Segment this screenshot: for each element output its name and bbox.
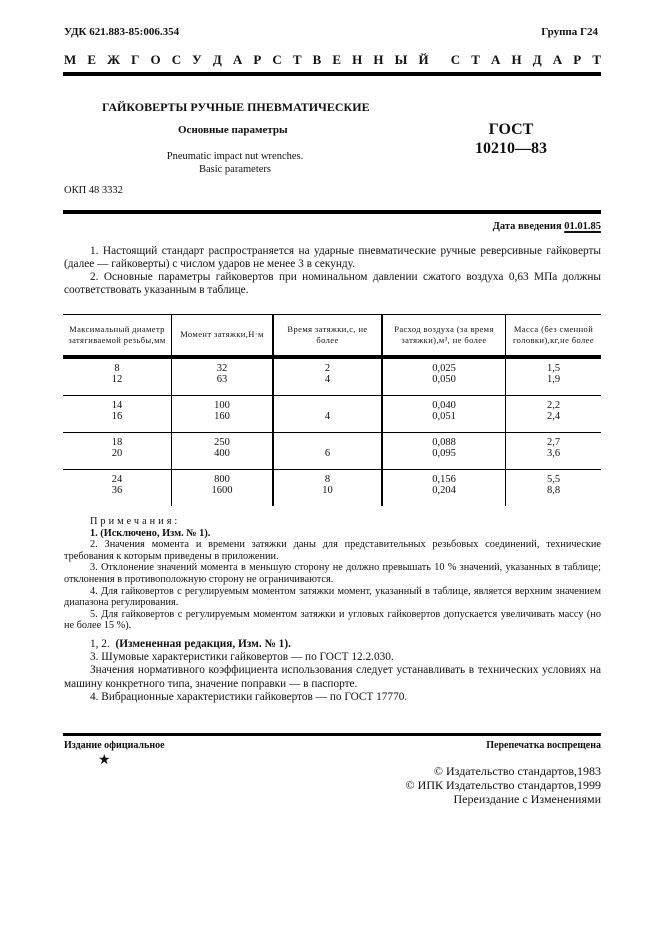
banner-letter: О [150,52,161,67]
official-edition: Издание официальное [64,740,165,751]
cell-value: 2,7 [546,437,561,448]
cell-value: 10 [322,485,333,496]
clause-1: 1. Настоящий стандарт распространяется на ударные пневматические ручные реверсивные гайковерты (далее — гайковерты) с числом ударов не менее 3 в секунду. [64,245,601,271]
table-cell [382,470,506,507]
table-cell [273,470,382,507]
copyright-block [406,764,601,806]
table-cell [63,470,172,507]
note-3: 3. Отклонение значений момента в меньшую сторону не должно превышать 10 % значений, указанных в таблице; отклонения в противоположную сторону не ограничиваются. [64,562,601,585]
banner-letter: А [491,52,501,67]
cell-value: 1600 [211,485,233,496]
cell-value: 0,051 [432,411,456,422]
cell-value: 8 [324,474,331,485]
cell-value: 0,156 [432,474,456,485]
table-row [63,470,601,507]
cell-value: 0,204 [432,485,456,496]
cell-value [276,400,379,411]
table-row [63,433,601,470]
cell-value: 2,2 [546,400,561,411]
title-block-rule [63,210,601,214]
clause-3-noise: 3. Шумовые характеристики гайковертов — по ГОСТ 12.2.030. [90,651,394,664]
note-4: 4. Для гайковертов с регулируемым моментом затяжки момент, указанный в таблице, является верхним значением диапазона регулирования. [64,585,601,609]
note-1: 1. (Исключено, Изм. № 1). [90,527,211,539]
cell-value: 2 [324,363,331,374]
reissue-note: Переиздание с Изменениями [453,792,601,806]
notes [64,516,601,632]
banner-letter: Р [253,52,262,67]
cell-value: 32 [216,363,228,374]
clause-3-coefficient: Значения нормативного коэффициента использования следует устанавливать в технических условиях на машину конкретного типа, значение поправки — в паспорте. [64,664,601,690]
table-cell [382,357,506,396]
cell-value: 16 [111,411,123,422]
cell-value: 400 [214,448,230,459]
banner-letter: С [171,52,182,67]
document-subtitle: Основные параметры [178,124,288,136]
banner-letter: У [192,52,202,67]
cell-value: 5,5 [546,474,561,485]
table-cell [63,433,172,470]
star-icon: ★ [98,753,111,768]
header-thread-diameter: Максимальный диаметр затягиваемой резьбы,мм [63,315,172,358]
effective-date-value: 01.01.85 [564,221,601,232]
cell-value: 4 [324,411,331,422]
cell-value: 4 [324,374,331,385]
banner-letter: М [64,52,77,67]
cell-value [276,437,379,448]
effective-date [493,221,601,232]
banner-letter: Т [471,52,480,67]
amendments [64,638,601,704]
cell-value: 250 [214,437,230,448]
note-5: 5. Для гайковертов с регулируемым моментом затяжки и угловых гайковертов допускается увеличивать массу (но не более 15 %). [64,608,601,632]
english-title [120,150,350,176]
table-cell [382,433,506,470]
table-cell [172,396,274,433]
cell-value: 100 [214,400,230,411]
banner-letter: А [552,52,563,67]
table-cell [172,357,274,396]
table-cell [506,470,602,507]
table-cell [273,357,382,396]
parameters-table [63,314,601,506]
banner-letter: Н [373,52,384,67]
clause-2: 2. Основные параметры гайковертов при номинальном давлении сжатого воздуха 0,63 МПа должны соответствовать указанным в таблице. [64,271,601,297]
cell-value: 8,8 [546,485,561,496]
table-cell [382,396,506,433]
banner-letter: Ж [107,52,120,67]
notes-heading: Примечания: [90,516,181,527]
table-cell [63,396,172,433]
banner-letter: Н [511,52,522,67]
banner-letter: Д [532,52,542,67]
table-cell [172,470,274,507]
cell-value: 12 [111,374,123,385]
english-title-line-2: Basic parameters [198,164,271,175]
banner-letter: Н [352,52,363,67]
banner-letter: В [312,52,322,67]
table-cell [273,433,382,470]
english-title-line-1: Pneumatic impact nut wrenches. [166,151,304,162]
cell-value: 0,040 [432,400,456,411]
cell-value: 14 [111,400,123,411]
gost-label: ГОСТ [488,121,534,138]
cell-value: 2,4 [546,411,561,422]
copyright-1983: © Издательство стандартов,1983 [433,764,601,778]
table-cell [506,396,602,433]
banner-letter: Й [418,52,429,67]
banner-letter: Д [212,52,222,67]
reprint-prohibited: Перепечатка воспрещена [486,740,601,751]
gost-designation [466,120,556,158]
banner-letter: С [272,52,282,67]
table-cell [63,357,172,396]
cell-value: 8 [114,363,120,374]
header-tightening-time: Время затяжки,с, не более [273,315,382,358]
note-2: 2. Значения момента и времени затяжки даны для представительных резьбовых соединений, технические требования к которым приведены в приложении. [64,539,601,562]
banner-letter: С [450,52,461,67]
okp-code: ОКП 48 3332 [64,185,123,196]
table-header-row [63,315,601,358]
gost-number: 10210—83 [475,140,547,157]
banner-letter: Р [573,52,582,67]
clause-4-vibration: 4. Вибрационные характеристики гайковертов — по ГОСТ 17770. [90,690,408,703]
udk-code: УДК 621.883-85:006.354 [64,26,180,38]
group-code: Группа Г24 [541,26,598,38]
banner-letter: Е [87,52,97,67]
header-mass: Масса (без сменной головки),кг,не более [506,315,602,358]
banner-letter: Т [592,52,601,67]
banner-letter: Е [332,52,342,67]
cell-value: 1,9 [546,374,561,385]
cell-value: 20 [111,448,123,459]
cell-value: 800 [214,474,230,485]
interstate-standard-banner [64,52,601,68]
header-torque: Момент затяжки,Н·м [172,315,274,358]
header-air-consumption: Расход воздуха (за время затяжки),м³, не более [382,315,506,358]
table-cell [172,433,274,470]
table-cell [506,357,602,396]
table-row [63,357,601,396]
footer-rule [63,733,601,736]
table-row [63,396,601,433]
table-cell [273,396,382,433]
header-rule [63,72,601,76]
cell-value: 1,5 [546,363,561,374]
cell-value: 6 [324,448,331,459]
cell-value: 0,050 [432,374,456,385]
table-cell [506,433,602,470]
cell-value: 63 [216,374,228,385]
banner-letter: А [232,52,243,67]
banner-letter: Г [131,52,140,67]
cell-value: 160 [214,411,230,422]
cell-value: 0,095 [432,448,456,459]
cell-value: 18 [111,437,123,448]
banner-letter: Т [292,52,302,67]
cell-value: 0,025 [432,363,456,374]
banner-letter: Ы [394,52,408,67]
cell-value: 3,6 [546,448,561,459]
copyright-1999: © ИПК Издательство стандартов,1999 [405,778,601,792]
cell-value: 0,088 [432,437,456,448]
effective-date-label: Дата введения [492,221,562,232]
amendment-1-2: 1, 2. (Измененная редакция, Изм. № 1). [90,638,291,650]
cell-value: 24 [111,474,123,485]
cell-value: 36 [111,485,123,496]
document-title: ГАЙКОВЕРТЫ РУЧНЫЕ ПНЕВМАТИЧЕСКИЕ [102,100,370,114]
